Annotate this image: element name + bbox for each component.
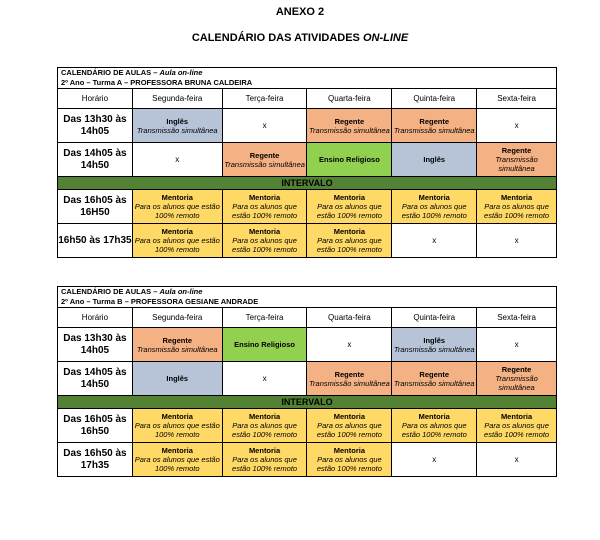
lesson-cell	[477, 362, 557, 396]
lesson-cell	[477, 190, 557, 224]
lesson-cell	[307, 109, 392, 143]
time-slot-row	[58, 443, 557, 477]
lesson-cell	[132, 328, 222, 362]
lesson-cell	[222, 362, 307, 396]
lesson-title: Mentoria	[418, 412, 450, 421]
lesson-cell	[392, 328, 477, 362]
lesson-title: Mentoria	[248, 227, 281, 236]
lesson-cell	[222, 443, 307, 477]
lesson-cell	[307, 328, 392, 362]
lesson-cell	[307, 443, 392, 477]
lesson-cell	[477, 443, 557, 477]
lesson-cell	[132, 109, 222, 143]
lesson-note: Para os alunos que estão 100% remoto	[316, 455, 382, 473]
time-slot: Das 14h05 às 14h50	[58, 362, 133, 396]
lesson-cell	[477, 143, 557, 177]
interval-banner: INTERVALO	[58, 396, 557, 409]
lesson-title: Mentoria	[500, 412, 533, 421]
lesson-title: Mentoria	[248, 193, 281, 202]
lesson-title: Mentoria	[161, 446, 193, 455]
lesson-cell	[132, 443, 222, 477]
time-slot-row	[58, 328, 557, 362]
empty-mark: x	[347, 340, 352, 349]
lesson-cell	[477, 328, 557, 362]
lesson-title: Mentoria	[500, 193, 533, 202]
column-header-day: Segunda-feira	[132, 89, 222, 109]
lesson-cell	[392, 443, 477, 477]
class-line: 2º Ano – Turma B – PROFESSORA GESIANE ANDRADE	[61, 297, 259, 306]
lesson-title: Mentoria	[418, 193, 450, 202]
lesson-cell	[222, 109, 307, 143]
lesson-note: Para os alunos que estão 100% remoto	[316, 421, 382, 439]
lesson-cell	[477, 409, 557, 443]
lesson-title: Mentoria	[248, 412, 281, 421]
lesson-title: Regente	[419, 369, 450, 379]
lesson-note: Transmissão simultânea	[495, 374, 538, 392]
time-slot-row	[58, 409, 557, 443]
lesson-cell	[477, 109, 557, 143]
schedule-table-turma-b	[57, 286, 557, 477]
column-header-day: Quarta-feira	[307, 89, 392, 109]
lesson-note: Para os alunos que estão 100% remoto	[316, 236, 382, 254]
lesson-note: Transmissão simultânea	[224, 159, 305, 169]
lesson-title: Inglês	[423, 335, 446, 345]
empty-mark: x	[175, 155, 180, 164]
lesson-title: Mentoria	[333, 193, 366, 202]
lesson-note: Transmissão simultânea	[393, 125, 475, 135]
lesson-cell	[392, 224, 477, 258]
column-header-day: Quinta-feira	[392, 89, 477, 109]
lesson-note: Transmissão simultânea	[136, 344, 218, 354]
interval-banner: INTERVALO	[58, 177, 557, 190]
heading-mode: Aula on-line	[159, 68, 203, 77]
column-header-day: Sexta-feira	[477, 308, 557, 328]
annex-label: ANEXO 2	[275, 6, 325, 18]
lesson-note: Para os alunos que estão 100% remoto	[134, 236, 220, 254]
time-slot: Das 16h50 às 17h35	[58, 443, 133, 477]
lesson-note: Para os alunos que estão 100% remoto	[134, 421, 220, 439]
lesson-title: Regente	[501, 365, 532, 374]
heading-mode: Aula on-line	[159, 287, 203, 296]
lesson-title: Mentoria	[333, 412, 366, 421]
time-slot: 16h50 às 17h35	[58, 224, 133, 258]
document-title: CALENDÁRIO DAS ATIVIDADES ON-LINE	[191, 32, 409, 44]
lesson-title: Mentoria	[248, 446, 281, 455]
lesson-title: Regente	[501, 146, 532, 155]
column-header-time: Horário	[58, 308, 133, 328]
lesson-cell	[307, 143, 392, 177]
lesson-cell	[132, 190, 222, 224]
empty-mark: x	[514, 236, 519, 245]
column-header-day: Quarta-feira	[307, 308, 392, 328]
lesson-title: Mentoria	[161, 227, 193, 236]
lesson-title: Mentoria	[333, 446, 366, 455]
empty-mark: x	[514, 455, 519, 464]
lesson-title: Inglês	[166, 116, 189, 126]
column-header-day: Segunda-feira	[132, 308, 222, 328]
time-slot: Das 13h30 às 14h05	[58, 109, 133, 143]
time-slot: Das 14h05 às 14h50	[58, 143, 133, 177]
time-slot-row	[58, 109, 557, 143]
class-line: 2º Ano – Turma A – PROFESSORA BRUNA CALDEIRA	[61, 78, 253, 87]
lesson-title: Regente	[334, 369, 365, 379]
lesson-cell	[132, 143, 222, 177]
lesson-note: Transmissão simultânea	[309, 125, 390, 135]
empty-mark: x	[514, 340, 519, 349]
empty-mark: x	[432, 455, 437, 464]
table-heading	[58, 287, 557, 308]
time-slot: Das 13h30 às 14h05	[58, 328, 133, 362]
lesson-cell	[392, 409, 477, 443]
lesson-cell	[392, 143, 477, 177]
lesson-note: Para os alunos que estão 100% remoto	[401, 202, 467, 220]
lesson-note: Transmissão simultânea	[393, 344, 475, 354]
lesson-cell	[222, 143, 307, 177]
lesson-note: Transmissão simultânea	[393, 378, 475, 388]
empty-mark: x	[262, 374, 267, 383]
lesson-cell	[477, 224, 557, 258]
lesson-note: Para os alunos que estão 100% remoto	[232, 236, 298, 254]
lesson-cell	[392, 109, 477, 143]
lesson-note: Para os alunos que estão 100% remoto	[401, 421, 467, 439]
heading-text: CALENDÁRIO DE AULAS –	[61, 68, 160, 77]
lesson-cell	[222, 328, 307, 362]
time-slot: Das 16h05 às 16h50	[58, 409, 133, 443]
column-header-day: Quinta-feira	[392, 308, 477, 328]
lesson-note: Para os alunos que estão 100% remoto	[134, 455, 220, 473]
table-heading	[58, 68, 557, 89]
lesson-title: Ensino Religioso	[318, 155, 380, 164]
lesson-note: Para os alunos que estão 100% remoto	[316, 202, 382, 220]
lesson-cell	[307, 409, 392, 443]
column-header-day: Sexta-feira	[477, 89, 557, 109]
lesson-note: Para os alunos que estão 100% remoto	[484, 202, 550, 220]
lesson-cell	[392, 190, 477, 224]
lesson-note: Transmissão simultânea	[309, 378, 390, 388]
lesson-cell	[222, 190, 307, 224]
lesson-note: Para os alunos que estão 100% remoto	[484, 421, 550, 439]
time-slot-row	[58, 190, 557, 224]
lesson-title: Inglês	[423, 155, 446, 164]
lesson-title: Regente	[419, 116, 450, 126]
lesson-title: Inglês	[166, 374, 189, 383]
lesson-cell	[307, 190, 392, 224]
column-header-day: Terça-feira	[222, 308, 307, 328]
lesson-note: Transmissão simultânea	[136, 125, 218, 135]
lesson-cell	[132, 362, 222, 396]
time-slot-row	[58, 362, 557, 396]
lesson-cell	[132, 409, 222, 443]
heading-text: CALENDÁRIO DE AULAS –	[61, 287, 160, 296]
lesson-title: Regente	[162, 335, 193, 345]
lesson-note: Para os alunos que estão 100% remoto	[232, 455, 298, 473]
empty-mark: x	[514, 121, 519, 130]
lesson-title: Mentoria	[333, 227, 366, 236]
lesson-note: Para os alunos que estão 100% remoto	[232, 421, 298, 439]
lesson-note: Transmissão simultânea	[495, 155, 538, 173]
lesson-title: Regente	[334, 116, 365, 126]
lesson-note: Para os alunos que estão 100% remoto	[232, 202, 298, 220]
lesson-title: Ensino Religioso	[234, 340, 295, 349]
schedule-table-turma-a	[57, 67, 557, 258]
lesson-title: Regente	[249, 150, 280, 160]
lesson-cell	[392, 362, 477, 396]
lesson-cell	[307, 362, 392, 396]
lesson-cell	[222, 224, 307, 258]
lesson-cell	[307, 224, 392, 258]
lesson-note: Para os alunos que estão 100% remoto	[134, 202, 220, 220]
column-header-day: Terça-feira	[222, 89, 307, 109]
time-slot-row	[58, 143, 557, 177]
empty-mark: x	[432, 236, 437, 245]
time-slot-row	[58, 224, 557, 258]
time-slot: Das 16h05 às 16H50	[58, 190, 133, 224]
lesson-title: Mentoria	[161, 193, 193, 202]
empty-mark: x	[262, 121, 267, 130]
lesson-cell	[132, 224, 222, 258]
lesson-title: Mentoria	[161, 412, 193, 421]
column-header-time: Horário	[58, 89, 133, 109]
lesson-cell	[222, 409, 307, 443]
